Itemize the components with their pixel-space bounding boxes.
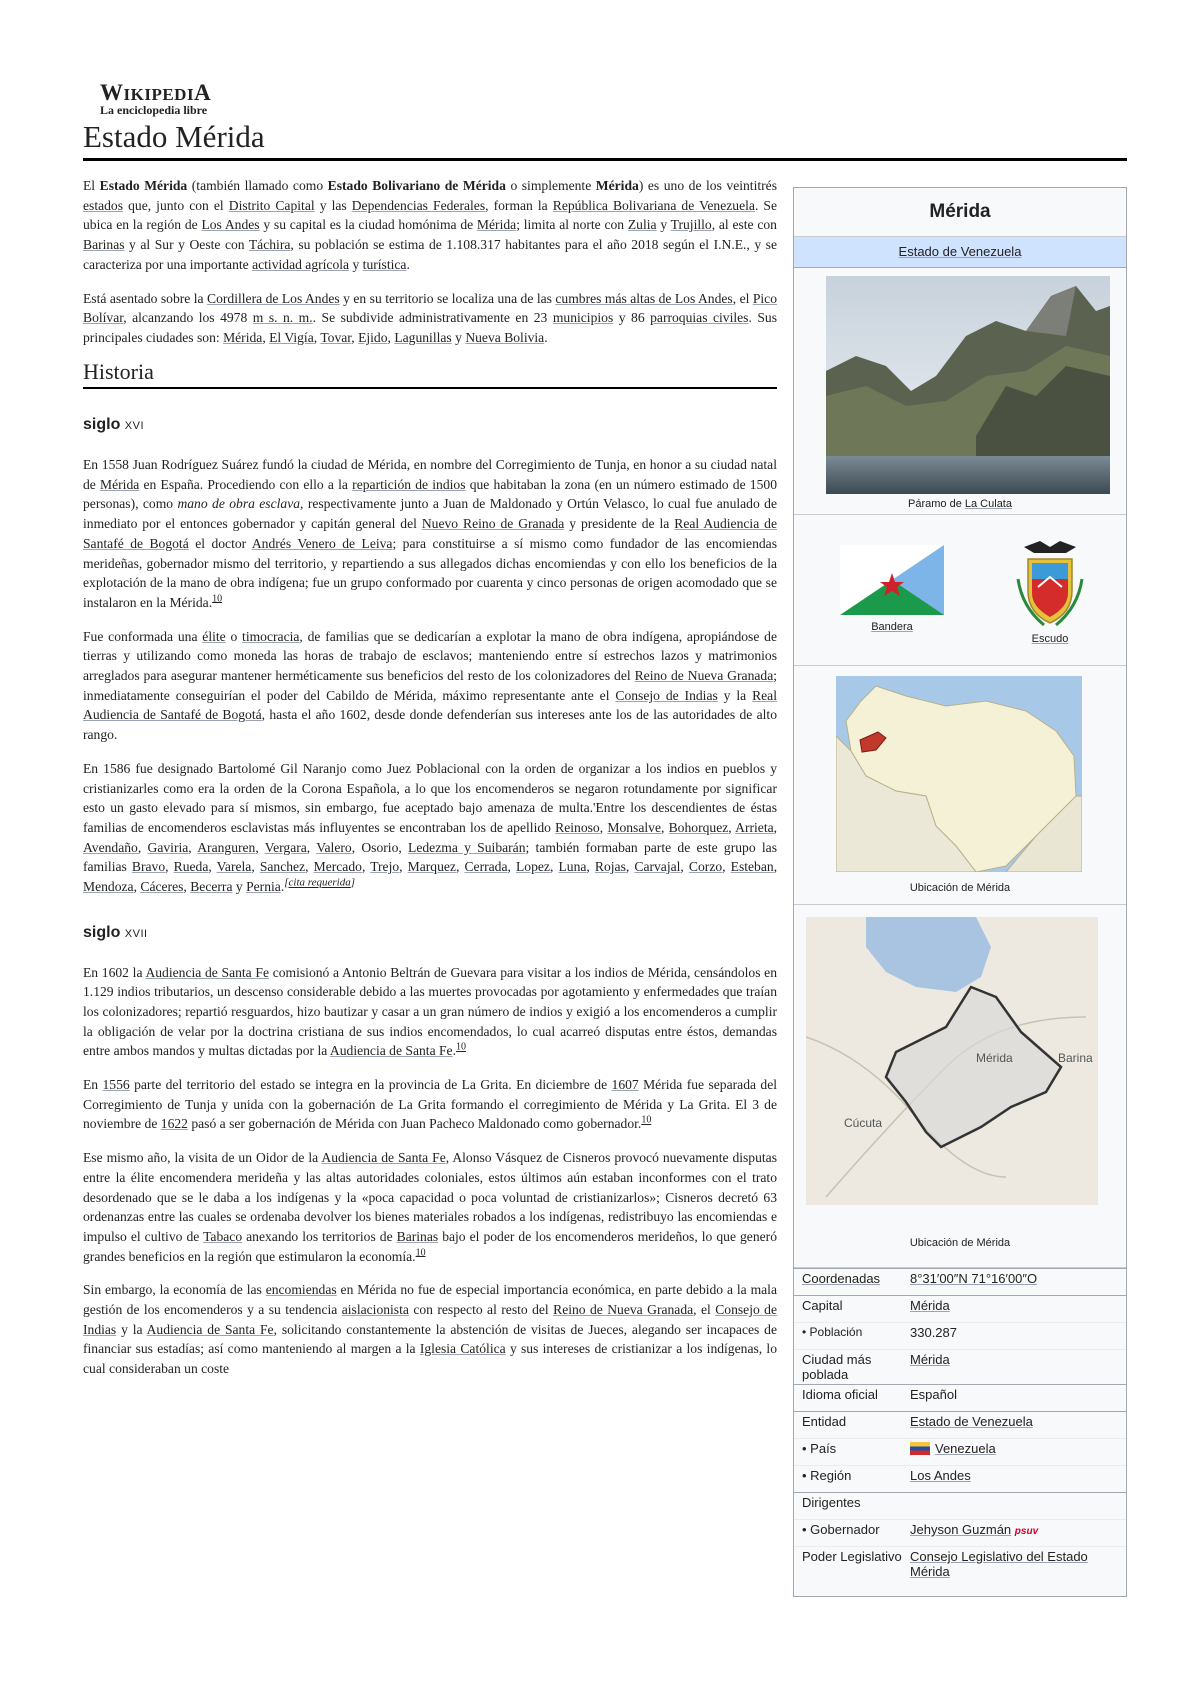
link-parroquias[interactable]: parroquias civiles [650, 310, 749, 326]
row-region: • Región Los Andes [794, 1465, 1126, 1492]
link-aranguren[interactable]: Aranguren [197, 839, 256, 855]
link-reinoso[interactable]: Reinoso [555, 819, 600, 835]
link-real-audiencia[interactable]: Real Audiencia de Santafé de Bogotá [83, 516, 777, 551]
link-reparticion-indios[interactable]: repartición de indios [352, 476, 466, 492]
link-dependencias-federales[interactable]: Dependencias Federales [351, 197, 486, 213]
historia-paragraph-3: En 1586 fue designado Bartolomé Gil Naranjo como Juez Poblacional con la orden de organizar a los indios en pueblos y cristianizarles como era la orden de la Corona Española, a lo que los encomenderos se negaron rotundamente por significar esto un gasto elevado para sí mismos, sin embargo, fue aceptado bajo amenaza de multa.'Entre los descendientes de éstas familias de encomenderos esclavistas más influyentes se encontraban los de apellido Reinoso, Monsalve, Bohorquez, Arrieta, Avendaño, Gaviria, Aranguren, Vergara, Valero, Osorio, Ledezma y Suibarán; también formaban parte de este grupo las familias Bravo, Rueda, Varela, Sanchez, Mercado, Trejo, Marquez, Cerrada, Lopez, Luna, Rojas, Carvajal, Corzo, Esteban, Mendoza, Cáceres, Becerra y Pernia.[cita requerida] [83, 760, 778, 895]
link-capital[interactable]: Mérida [910, 1298, 950, 1313]
historia-paragraph-7: Sin embargo, la economía de las encomiendas en Mérida no fue de especial importancia económica, en parte debido a la mala gestión de los encomenderos y a su tendencia aislacionista con respecto al resto del Reino de Nueva Granada, el Consejo de Indias y la Audiencia de Santa Fe, solicitando constantemente la abstención de visitas de Jueces, alegando ser incapaces de financiar sus estadías; así como manteniendo al margen a la Iglesia Católica y sus intereses de cristianizar a los indígenas, lo cual consideraban un coste [83, 1282, 778, 1377]
link-vergara[interactable]: Vergara [264, 839, 307, 855]
reference-link[interactable]: 10 [641, 1114, 652, 1126]
link-bandera[interactable]: Bandera [871, 621, 913, 633]
infobox [793, 187, 1127, 1597]
row-dirigentes: Dirigentes [794, 1492, 1126, 1519]
link-reino-nueva-granada-2[interactable]: Reino de Nueva Granada [553, 1302, 694, 1318]
intro-paragraph-1: El Estado Mérida (también llamado como Estado Bolivariano de Mérida o simplemente Mérida) es uno de los veintitrés estados que, junto con el Distrito Capital y las Dependencias Federales, forman la República Bolivariana de Venezuela. Se ubica en la región de Los Andes y su capital es la ciudad homónima de Mérida; limita al norte con Zulia y Trujillo, al este con Barinas y al Sur y Oeste con Táchira, su población se estima de 1.108.317 habitantes para el año 2018 según el I.N.E., y se caracteriza por una importante actividad agrícola y turística. [83, 178, 777, 272]
infobox-subtitle [794, 237, 1126, 268]
link-barinas-2[interactable]: Barinas [396, 1228, 439, 1244]
link-nuevo-reino-granada[interactable]: Nuevo Reino de Granada [421, 516, 565, 532]
link-escudo[interactable]: Escudo [1031, 633, 1069, 645]
reference-link[interactable]: 10 [212, 593, 223, 605]
venezuela-flag-icon [910, 1442, 930, 1455]
link-ejido[interactable]: Ejido [358, 329, 388, 345]
link-rueda[interactable]: Rueda [173, 859, 209, 875]
link-esteban[interactable]: Esteban [730, 859, 774, 875]
row-pais: • País Venezuela [794, 1438, 1126, 1465]
intro-paragraph-2: Está asentado sobre la Cordillera de Los Andes y en su territorio se localiza una de las cumbres más altas de Los Andes, el Pico Bolívar, alcanzando los 4978 m s. n. m.. Se subdivide administrativamente en 23 municipios y 86 parroquias civiles. Sus principales ciudades son: Mérida, El Vigía, Tovar, Ejido, Lagunillas y Nueva Bolivia. [83, 290, 778, 345]
map-region[interactable] [806, 917, 1098, 1205]
historia-paragraph-1: En 1558 Juan Rodríguez Suárez fundó la ciudad de Mérida, en nombre del Corregimiento de Tunja, en honor a su ciudad natal de Mérida en España. Procediendo con ello a la repartición de indios que habitaban la zona (en un número estimado de 1500 personas), como mano de obra esclava, respectivamente junto a Juan de Maldonado y Ortún Velasco, lo cual fue anulado de inmediato por el entonces gobernador y capitán general del Nuevo Reino de Granada y presidente de la Real Audiencia de Santafé de Bogotá el doctor Andrés Venero de Leiva; para constituirse a sí mismo como fundador de las encomiendas merideñas, gobernador mismo del territorio, y repartiendo a sus allegados dichas encomiendas y con ello los beneficios de la explotación de la mano de obra indígena; fue un grupo conformado por cuarenta y cinco personas de origen acomodado que se instalaron en la Mérida.$^{10}$ [83, 457, 777, 610]
row-gobernador: • Gobernador Jehyson Guzmán psuv [794, 1519, 1126, 1546]
link-bravo[interactable]: Bravo [131, 859, 166, 875]
row-coordenadas [794, 1268, 1126, 1295]
link-zulia[interactable]: Zulia [627, 217, 657, 233]
link-mercado[interactable]: Mercado [313, 859, 362, 875]
link-pais[interactable]: Venezuela [935, 1441, 996, 1456]
page-title: Estado Mérida [83, 118, 1127, 161]
link-timocracia[interactable]: timocracia [242, 628, 300, 644]
link-mendoza[interactable]: Mendoza [83, 879, 134, 895]
link-varela[interactable]: Varela [216, 859, 252, 875]
link-sanchez[interactable]: Sanchez [259, 859, 306, 875]
link-lagunillas[interactable]: Lagunillas [394, 329, 452, 345]
link-gobernador[interactable]: Jehyson Guzmán [910, 1522, 1012, 1537]
link-avendano[interactable]: Avendaño [83, 839, 138, 855]
link-real-audiencia-2[interactable]: Real Audiencia de Santafé de Bogotá [83, 687, 777, 723]
link-cordillera[interactable]: Cordillera de Los Andes [207, 290, 340, 306]
link-distrito-capital[interactable]: Distrito Capital [228, 197, 315, 213]
link-pernia[interactable]: Pernia [246, 879, 281, 895]
photo-paramo[interactable] [826, 276, 1110, 494]
link-bohorquez[interactable]: Bohorquez [668, 819, 729, 835]
heading-siglo-xvii: siglo XVII [83, 923, 148, 941]
link-encomiendas[interactable]: encomiendas [265, 1282, 337, 1298]
wikipedia-logo[interactable] [100, 80, 260, 118]
map-label-cucuta: Cúcuta [844, 1116, 883, 1130]
link-lopez[interactable]: Lopez [516, 859, 550, 875]
link-audiencia-santa-fe-3[interactable]: Audiencia de Santa Fe [321, 1150, 446, 1166]
link-cumbres[interactable]: cumbres más altas de Los Andes [555, 290, 733, 306]
link-barinas[interactable]: Barinas [83, 237, 125, 253]
photo-block [794, 268, 1126, 515]
link-venezuela[interactable]: República Bolivariana de Venezuela [552, 197, 755, 213]
map-venezuela[interactable] [836, 676, 1082, 872]
link-corzo[interactable]: Corzo [688, 859, 723, 875]
shield-caption [1014, 633, 1086, 645]
link-consejo-indias-2[interactable]: Consejo de Indias [83, 1302, 777, 1337]
link-pico-bolivar[interactable]: Pico Bolívar [83, 290, 778, 326]
reference-link[interactable]: 10 [456, 1041, 466, 1053]
row-idioma: Idioma oficial Español [794, 1384, 1126, 1411]
link-el-vigia[interactable]: El Vigía [269, 329, 314, 345]
infobox-title: Mérida [794, 188, 1126, 237]
link-merida[interactable]: Mérida [223, 329, 263, 345]
historia-paragraph-2: Fue conformada una élite o timocracia, de familias que se dedicarían a explotar la mano de obra indígena, apropiándose de tierras y utilizando como moneda las horas de trabajo de esclavos; manteniendo entre sí estrechos lazos y matrimonios arreglados para asegurar mantener herméticamente sus beneficios del resto de los colonizadores del Reino de Nueva Granada; inmediatamente conseguirían el poder del Cabildo de Mérida, máximo representante ante el Consejo de Indias y la Real Audiencia de Santafé de Bogotá, hasta el año 1602, desde donde defenderían sus intereses ante los de las autoridades de alto rango. [83, 628, 778, 743]
link-audiencia-santa-fe-2[interactable]: Audiencia de Santa Fe [329, 1043, 453, 1059]
heading-siglo-xvi: siglo XVI [83, 416, 145, 434]
link-ledezma[interactable]: Ledezma y Suibarán [408, 839, 526, 855]
link-los-andes[interactable]: Los Andes [201, 217, 260, 233]
logo-wordmark: WIKIPEDIA [100, 80, 212, 105]
link-caceres[interactable]: Cáceres [140, 879, 184, 895]
link-elite[interactable]: élite [202, 628, 226, 644]
heading-historia: Historia [83, 362, 777, 390]
link-marquez[interactable]: Marquez [407, 859, 456, 875]
row-entidad: Entidad Estado de Venezuela [794, 1411, 1126, 1438]
link-luna[interactable]: Luna [558, 859, 587, 875]
psuv-logo-icon: psuv [1014, 1526, 1039, 1537]
link-rojas[interactable]: Rojas [594, 859, 626, 875]
historia-paragraph-5: En 1556 parte del territorio del estado se integra en la provincia de La Grita. En diciembre de 1607 Mérida fue separada del Corregimiento de Tunja y unida con la gobernación de La Grita formando el corregimiento de Mérida y La Grita. El 3 de noviembre de 1622 pasó a ser gobernación de Mérida con Juan Pacheco Maldonado como gobernador.$^{10}$ [83, 1077, 778, 1132]
link-coordenadas[interactable]: Coordenadas [802, 1271, 881, 1286]
map-venezuela-block [794, 666, 1126, 905]
link-cerrada[interactable]: Cerrada [464, 859, 508, 875]
link-1622[interactable]: 1622 [160, 1116, 188, 1132]
row-poblacion: • Población 330.287 [794, 1322, 1126, 1349]
logo-tagline: La enciclopedia libre [100, 103, 208, 117]
link-1556[interactable]: 1556 [102, 1077, 130, 1093]
row-capital: Capital Mérida [794, 1295, 1126, 1322]
link-tovar[interactable]: Tovar [320, 329, 352, 345]
link-carvajal[interactable]: Carvajal [634, 859, 681, 875]
link-tabaco[interactable]: Tabaco [203, 1228, 243, 1244]
link-trujillo[interactable]: Trujillo [670, 217, 712, 233]
flag-merida[interactable] [840, 545, 944, 615]
link-ciudad[interactable]: Mérida [910, 1352, 950, 1367]
link-actividad-agricola[interactable]: actividad agrícola [252, 256, 350, 272]
link-arrieta[interactable]: Arrieta [735, 819, 774, 835]
link-becerra[interactable]: Becerra [190, 879, 233, 895]
link-municipios[interactable]: municipios [552, 310, 614, 326]
coordinates-value[interactable]: 8°31′00″N 71°16′00″O [910, 1271, 1038, 1286]
link-monsalve[interactable]: Monsalve [607, 819, 661, 835]
map1-caption: Ubicación de Mérida [909, 882, 1011, 894]
link-merida-city[interactable]: Mérida [476, 217, 517, 233]
link-merida-espana[interactable]: Mérida [100, 476, 140, 492]
link-1607[interactable]: 1607 [611, 1077, 639, 1093]
cita-requerida[interactable]: [cita requerida] [284, 876, 355, 889]
link-consejo-indias[interactable]: Consejo de Indias [615, 687, 718, 703]
link-iglesia-catolica[interactable]: Iglesia Católica [419, 1341, 506, 1357]
link-legislativo[interactable]: Consejo Legislativo del Estado Mérida [910, 1549, 1088, 1579]
map2-caption: Ubicación de Mérida [909, 1237, 1011, 1249]
flag-caption [840, 621, 944, 633]
link-la-culata[interactable]: La Culata [964, 498, 1012, 510]
historia-paragraph-6: Ese mismo año, la visita de un Oidor de la Audiencia de Santa Fe, Alonso Vásquez de Cisneros provocó nuevamente disputas entre la élite encomendera merideña y las altas autoridades coloniales, estos últimos aún estaban inconformes con el trato desordenado que se le daba a los indígenas y la «poca capacidad o poca voluntad de cristianizarlos»; Cisneros decretó 63 ordenanzas entre las cuales se ordenaba devolver los bienes materiales robados a los indígenas, redistribuyo las encomiendas e impulso el cultivo de Tabaco anexando los territorios de Barinas bajo el poder de los encomenderos merideños, lo que generó grandes beneficios en la región que estimularon la economía.$^{10}$ [83, 1150, 778, 1264]
link-turistica[interactable]: turística [362, 256, 407, 272]
article-body [83, 176, 777, 1393]
photo-caption: Páramo de La Culata [908, 498, 1012, 510]
link-estado-venezuela[interactable]: Estado de Venezuela [898, 244, 1022, 259]
link-entidad[interactable]: Estado de Venezuela [910, 1414, 1033, 1429]
reference-link[interactable]: 10 [415, 1247, 426, 1259]
link-estados[interactable]: estados [83, 197, 124, 213]
link-reino-nueva-granada[interactable]: Reino de Nueva Granada [634, 668, 774, 684]
link-audiencia-santa-fe-4[interactable]: Audiencia de Santa Fe [146, 1321, 274, 1337]
link-trejo[interactable]: Trejo [370, 859, 400, 875]
row-legislativo: Poder Legislativo Consejo Legislativo del Estado Mérida [794, 1546, 1126, 1581]
link-valero[interactable]: Valero [316, 839, 352, 855]
link-venero-leiva[interactable]: Andrés Venero de Leiva [251, 535, 393, 551]
link-msnm[interactable]: m s. n. m. [252, 310, 313, 326]
link-tachira[interactable]: Táchira [248, 237, 291, 253]
symbols-block [794, 515, 1126, 666]
map-region-block [794, 905, 1126, 1268]
link-aislacionista[interactable]: aislacionista [341, 1302, 409, 1318]
map-label-merida: Mérida [976, 1051, 1013, 1065]
link-region[interactable]: Los Andes [910, 1468, 971, 1483]
link-nueva-bolivia[interactable]: Nueva Bolivia [465, 329, 545, 345]
map-label-barinas: Barina [1058, 1051, 1093, 1065]
historia-paragraph-4: En 1602 la Audiencia de Santa Fe comisionó a Antonio Beltrán de Guevara para visitar a los indios de Mérida, censándolos en 1.129 indios tributarios, un descenso considerable debido a las muertes provocadas por agotamiento y enfermedades que traían los colonizadores; repartió resguardos, hizo bautizar y casar a un gran número de indios y exigió a los encomenderos a cumplir la obligación de velar por la doctrina cristiana de sus indios encomendados, lo cual acarreó disputas entre éstos, demandas entre ambos mandos y multas dictadas por la Audiencia de Santa Fe.$^{10}$ [83, 964, 778, 1059]
link-gaviria[interactable]: Gaviria [147, 839, 189, 855]
row-ciudad: Ciudad más poblada Mérida [794, 1349, 1126, 1384]
shield-merida[interactable] [1014, 539, 1086, 629]
link-audiencia-santa-fe[interactable]: Audiencia de Santa Fe [145, 964, 270, 980]
